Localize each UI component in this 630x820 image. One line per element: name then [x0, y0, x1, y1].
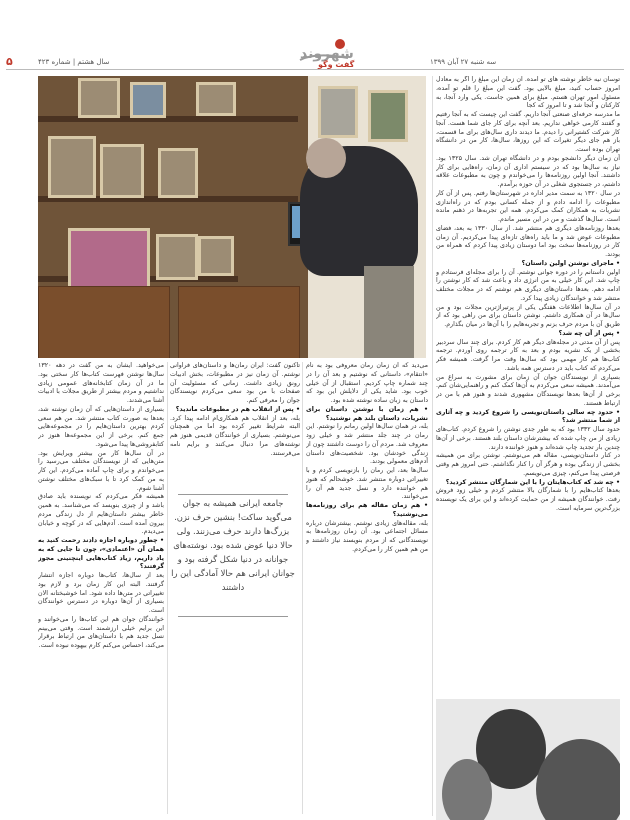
- page-number: ۵: [6, 55, 13, 68]
- paragraph: در کنار داستان‌نویسی، مقاله هم می‌نوشتم. نوشتن برای من همیشه بخشی از زندگی بوده و هرگز آن را کنار نگذاشتم. حتی امروز هم وقتی فرصتی پیدا می‌کنم، چیزی می‌نویسم.: [436, 452, 620, 477]
- portrait-photo: [436, 699, 620, 820]
- paragraph: ما مدرسه حرفه‌ای صنعتی آنجا داریم. گفت این چیست که به آنجا رفتیم و گفتند کارمی خواهی نداریم. بعد آنچه برای کار جای شما هست. آنجا کار شرکت کشتیرانی را دیدم. ما دیدند داری سال‌های برای ما قسمت، باز هم جای دیگر تغیرات که این روزها، سال‌ها، کار من در دانشگاه تهران بوده است.: [436, 111, 620, 153]
- interview-question: • پس از انقلاب هم در مطبوعات ماندید؟: [175, 405, 300, 413]
- paragraph: اولین داستانم را در دوره جوانی نوشتم. آن را برای مجله‌ای فرستادم و چاپ شد. این کار خیلی به من انرژی داد و باعث شد که کار نوشتن را ادامه دهم. بعدها داستان‌های دیگری هم نوشتم که در مجلات مختلف منتشر شد و خوانندگان زیادی پیدا کرد.: [436, 268, 620, 302]
- paragraph: حدود سال ۱۳۳۲ بود که به طور جدی نوشتن را شروع کردم. کتاب‌های زیادی از من چاپ شده که بیشترشان داستان بلند هستند. برخی از آن‌ها چندین بار تجدید چاپ شده‌اند و هنوز خواننده دارند.: [436, 426, 620, 451]
- interview-question: • هم زمان با نوشتن داستان برای نشریات، داستان بلند هم نوشتید؟: [306, 405, 428, 422]
- paragraph: بله، مقاله‌های زیادی نوشتم. بیشترشان درباره مسائل اجتماعی بود. آن زمان روزنامه‌ها به نویسندگانی که از مردم بنویسند نیاز داشتند و من هم همین کار را می‌کردم.: [306, 519, 428, 553]
- main-photo: [38, 76, 426, 358]
- issue-info: سال هشتم | شماره ۴۲۳: [38, 58, 110, 66]
- logo-subtitle: گفت وگو: [318, 60, 355, 69]
- interview-question: • ماجرای نوشتن اولین داستان؟: [521, 259, 620, 267]
- column-divider: [167, 362, 168, 814]
- interview-question: • چه شد که کتاب‌هایتان را با این شمارگان منتشر کردید؟: [445, 478, 620, 486]
- paragraph: بسیاری از نویسندگان جوان آن زمان برای مشورت به سراغ من می‌آمدند. همیشه سعی می‌کردم به آن‌ها کمک کنم و راهنمایی‌شان کنم. برخی از آن‌ها بعدها نویسندگان مشهوری شدند و هنوز هم با من در ارتباط هستند.: [436, 373, 620, 407]
- pull-quote-rule-top: [178, 494, 288, 495]
- paragraph: می‌خواهید. ایشان به من گفت در دهه ۱۳۲۰ سال‌ها نوشتن فهرست کتاب‌ها کار سختی بود. ما در آن زمان کتابخانه‌های عمومی زیادی نداشتیم و مردم بیشتر از طریق مجلات با ادبیات آشنا می‌شدند.: [38, 362, 164, 404]
- paragraph: خوانندگان جوان هم این کتاب‌ها را می‌خوانند و این برایم خیلی ارزشمند است. وقتی می‌بینم نسل جدید هم با داستان‌های من ارتباط برقرار می‌کند، احساس می‌کنم کارم بیهوده نبوده است.: [38, 615, 164, 649]
- paragraph: بعدها کتاب‌هایم را با شمارگان بالا منتشر کردم و خیلی زود فروش رفت. خوانندگان همیشه از من حمایت کرده‌اند و این برای یک نویسنده بزرگ‌ترین سرمایه است.: [436, 487, 620, 512]
- pull-quote-rule-bottom: [178, 616, 288, 617]
- paragraph: بعدها روزنامه‌های دیگری هم منتشر شد. از سال ۱۳۳۰ به بعد، فضای مطبوعات عوض شد و ما باید راه‌های تازه‌ای پیدا می‌کردیم. آن زمان کار در روزنامه‌ها سخت بود اما دوستان زیادی پیدا کردم که همراه من بودند.: [436, 224, 620, 258]
- paragraph: بسیاری از داستان‌هایی که آن زمان نوشته شد، بعدها به صورت کتاب منتشر شد. من هم سعی کردم بهترین داستان‌هایم را در مجموعه‌هایی جمع کنم. برخی از این مجموعه‌ها هنوز در کتابفروشی‌ها پیدا می‌شود.: [38, 405, 164, 448]
- interview-question: • چطور دوباره اجازه دادند رحمت کنید به همان آن «اعتمادی»، چون تا جایی که به یاد داریم، زیاد کتاب‌هایی اینچنینی مجوز گرفتند؟: [38, 537, 164, 571]
- interview-question: • هم زمان مقاله هم برای روزنامه‌ها می‌نوشتید؟: [306, 502, 428, 518]
- logo-text: شهروند: [300, 46, 354, 62]
- paragraph: توسان نیه خاطر نوشته های تو آمده. آن زمان این مبلغ را اگر به معادل امروز حساب کنید، مبلغ بالایی بود. گفت این مبلغ را قلم تو آمده، مسئول امور تهران هستم. مبلغ برای همین جاست. یکی وارد آنجا، به کارکنان و آنجا شد و تا امروز که کجا: [436, 76, 620, 110]
- paragraph: بله، در همان سال‌ها اولین رمانم را نوشتم. این رمان در چند جلد منتشر شد و خیلی زود معروف شد. مردم آن را دوست داشتند چون از زندگی خودشان بود. شخصیت‌های داستان آدم‌های معمولی بودند.: [306, 423, 428, 466]
- article-column-left: [38, 362, 164, 812]
- paragraph: در آن سال‌ها اطلاعات هفتگی یکی از پرتیراژترین مجلات بود و من سال‌ها در آن همکاری داشتم. نوشتن داستان برای من راهی بود که از طریق آن با مردم حرف بزنم و تجربه‌هایم را با آن‌ها در میان بگذارم.: [436, 303, 620, 328]
- article-column-center-lower: [170, 622, 300, 812]
- interview-question: • حدود چه سالی داستان‌نویسی را شروع کردید و چه آثاری از شما منتشر شد؟: [436, 408, 620, 425]
- paragraph: بله، بعد از انقلاب هم همکاری‌ام ادامه پیدا کرد. البته شرایط تغییر کرده بود اما من همچنان می‌نوشتم. بسیاری از خوانندگان قدیمی هنوز هم نوشته‌های مرا دنبال می‌کنند و برایم نامه می‌فرستند.: [170, 414, 300, 457]
- pull-quote: جامعه ایرانی همیشه به جوان می‌گوید ساکت! بنشین حرف نزن. بزرگ‌ها دارند حرف می‌زنند. ولی حالا دنیا عوض شده بود. نوشته‌های جوانانه در دنیا شکل گرفته بود و جوانان ایرانی هم حالا آمادگی این را داشتند: [171, 498, 295, 592]
- column-divider: [302, 362, 303, 814]
- paragraph: در سال ۱۳۲۰ به سمت مدیر اداره در شهرستان‌ها رفتم. پس از آن کار مطبوعات را ادامه دادم و از جمله کسانی بودم که در راه‌اندازی نشریات به همکاران کمک می‌کردم. همه این تجربه‌ها در ذهنم مانده است. سال‌ها گذشت و من در این مسیر ماندم.: [436, 189, 620, 223]
- header-divider: [6, 69, 624, 70]
- interview-question: • پس از آن چه شد؟: [558, 329, 620, 337]
- article-column-center: [170, 362, 300, 492]
- article-column-middle: [306, 362, 428, 812]
- paragraph: همیشه فکر می‌کردم که نویسنده باید صادق باشد و از چیزی بنویسد که می‌شناسد. به همین خاطر بیشتر داستان‌هایم از دل زندگی مردم بیرون آمده است. آدم‌هایی که در کوچه و خیابان می‌دیدم.: [38, 493, 164, 536]
- paragraph: تاکنون گفت: ایران رمان‌ها و داستان‌های فراوانی نوشتم. آن زمان نیز در مطبوعات، بخش ادبیات رونق زیادی داشت. زمانی که مسئولیت آن صفحات با من بود سعی می‌کردم نویسندگان جوان را معرفی کنم.: [170, 362, 300, 404]
- article-column-right: [436, 76, 620, 696]
- paragraph: می‌دید که آن زمان رمان معروفی بود به نام «انتقام»، داستانی که نوشتیم و بعد آن را در چند شماره چاپ کردیم. استقبال از آن خیلی خوب بود. شاید یکی از دلایلش این بود که داستان به زبان ساده نوشته شده بود.: [306, 362, 428, 404]
- date-info: سه شنبه ۲۷ آبان ۱۳۹۹: [430, 58, 497, 66]
- column-divider: [432, 76, 433, 816]
- paragraph: سال‌ها بعد، این رمان را بازنویسی کردم و با تغییراتی دوباره منتشر شد. خوشحالم که هنوز هم خواننده دارد و نسل جدید هم آن را می‌خوانند.: [306, 467, 428, 501]
- paragraph: آن زمان دیگر دانشجو بودم و در دانشگاه تهران شد. سال ۱۳۲۵ بود. نیاز به سال‌ها بود که در سیستم اداری آن زمان، راه‌هایی برای کار داشتند. آنجا اولین روزنامه‌ها را می‌خواندم و چون به مطبوعات علاقه داشتم، در جستجوی شغلی در آن حوزه برآمدم.: [436, 154, 620, 188]
- paragraph: بعد از سال‌ها، کتاب‌ها دوباره اجازه انتشار گرفتند. البته این کار زمان برد و لازم بود تغییراتی در متن‌ها داده شود. اما خوشبختانه الان بسیاری از آن‌ها دوباره در دسترس خوانندگان است.: [38, 572, 164, 614]
- paragraph: در آن سال‌ها کار من بیشتر ویرایش بود. متن‌هایی که از نویسندگان مختلف می‌رسید را می‌خواندم و برای چاپ آماده می‌کردم. این کار به من کمک کرد تا با سبک‌های مختلف نوشتن آشنا شوم.: [38, 449, 164, 492]
- paragraph: پس از آن مدتی در مجله‌های دیگر هم کار کردم. برای چند سال سردبیر بخشی از یک نشریه بودم و بعد به کار ترجمه روی آوردم. ترجمه کتاب‌ها هم کار مهمی بود که سال‌ها وقت مرا گرفت. همیشه فکر می‌کردم که کتاب باید در دسترس همه باشد.: [436, 338, 620, 372]
